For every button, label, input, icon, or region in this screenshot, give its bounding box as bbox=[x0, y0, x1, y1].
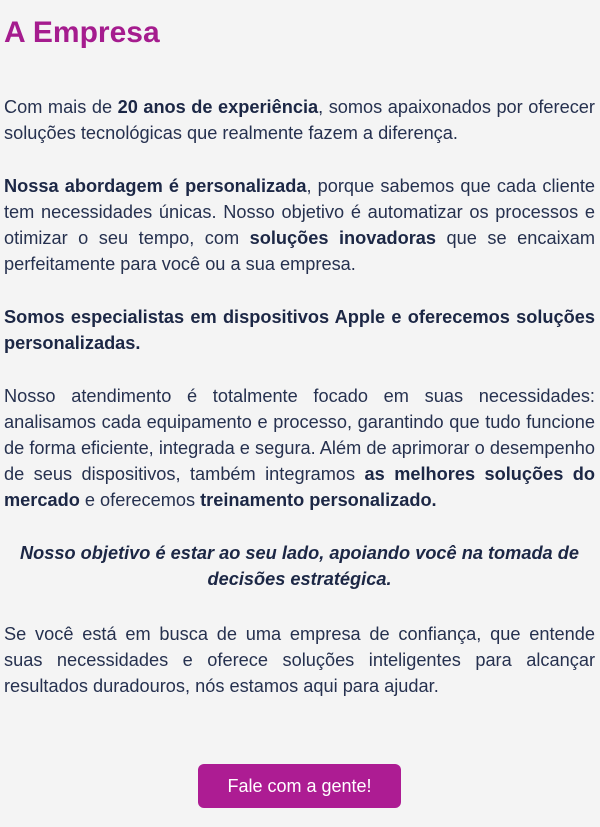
intro-text-2: , somos apaixonados por oferecer soluções tecnológicas que realmente fazem a diferença. bbox=[4, 97, 595, 143]
goal-statement: Nosso objetivo é estar ao seu lado, apoiando você na tomada de decisões estratégica. bbox=[20, 543, 579, 589]
closing-paragraph: Se você está em busca de uma empresa de confiança, que entende suas necessidades e oferece soluções inteligentes para alcançar resultados duradouros, nós estamos aqui para ajudar. bbox=[4, 624, 595, 696]
approach-highlight-2: soluções inovadoras bbox=[249, 228, 437, 248]
service-highlight-1: as melhores soluções do mercado bbox=[4, 464, 595, 510]
service-highlight-2: treinamento personalizado. bbox=[200, 490, 437, 510]
service-text-2: e oferecemos bbox=[79, 490, 201, 510]
service-paragraph bbox=[4, 383, 595, 513]
approach-highlight-1: Nossa abordagem é personalizada bbox=[4, 176, 307, 196]
intro-highlight: 20 anos de experiência bbox=[117, 97, 319, 117]
page-title: A Empresa bbox=[4, 16, 160, 49]
intro-text-1: Com mais de bbox=[4, 97, 118, 117]
service-text-1: Nosso atendimento é totalmente focado em suas necessidades: analisamos cada equipamento e processo, garantindo que tudo funcione de forma eficiente, integrada e segura. Além de aprimorar o desempenho de seus dispositivos, também integramos bbox=[4, 386, 595, 484]
contact-us-button[interactable]: Fale com a gente! bbox=[198, 764, 401, 808]
approach-text-2: que se encaixam perfeitamente para você ou a sua empresa. bbox=[4, 228, 595, 274]
approach-paragraph bbox=[4, 173, 595, 277]
intro-paragraph bbox=[4, 94, 595, 146]
apple-specialist-paragraph: Somos especialistas em dispositivos Apple e oferecemos soluções personalizadas. bbox=[4, 307, 595, 353]
approach-text-1: , porque sabemos que cada cliente tem necessidades únicas. Nosso objetivo é automatizar os processos e otimizar o seu tempo, com bbox=[4, 176, 595, 248]
